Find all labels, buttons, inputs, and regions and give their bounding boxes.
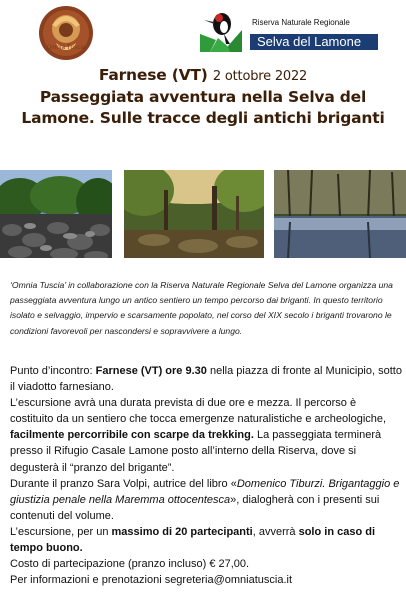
meeting-place-time: Farnese (VT) ore 9.30 <box>95 365 207 377</box>
lunch-intro: Durante il pranzo Sara Volpi, autrice del libro « <box>10 477 237 490</box>
book-title: Domenico Tiburzi. Brigantaggio e giustizia penale nella Maremma ottocentesca <box>10 477 400 506</box>
contact-line: Per informazioni e prenotazioni segreteria@omniatuscia.it <box>10 574 293 587</box>
reserve-subtitle: Riserva Naturale Regionale <box>252 18 350 27</box>
route-difficulty: facilmente percorribile con scarpe da trekking. <box>10 429 254 442</box>
selva-del-lamone-logo <box>200 10 378 52</box>
lunch-rest: », dialogherà con i presenti sui contenuti del volume. <box>10 493 380 522</box>
route-description <box>10 395 402 475</box>
details-section <box>10 363 402 588</box>
reserve-name: Selva del Lamone <box>257 34 362 49</box>
route-end: La passeggiata terminerà presso il Rifugio Casale Lamone posto all’interno della Riserva, dove si degusterà il “pranzo del brigante”. <box>10 429 382 474</box>
lunch-description <box>10 476 402 524</box>
limit-mid: , avverrà <box>252 525 299 538</box>
intro-text: ‘Omnia Tuscia’ in collaborazione con la Riserva Naturale Regionale Selva del Lamone organizza una passeggiata avventura lungo un antico sentiero un tempo percorso dai briganti. In questo territorio isolato e selvaggio, impervio e scarsamente popolato, nel corso del XIX secolo i briganti trovarono le condizioni favorevoli per nascondersi e sopravvivere a lungo. <box>10 280 393 336</box>
omnia-tuscia-emblem-icon <box>38 5 94 61</box>
meeting-label: Punto d’incontro: <box>10 365 96 377</box>
intro-paragraph <box>10 278 402 339</box>
limit-max: massimo di 20 partecipanti <box>111 525 253 538</box>
meeting-location: nella piazza di fronte al Municipio, sotto il viadotto farnesiano. <box>10 365 402 394</box>
omnia-logo-text: Omnia Tuscia <box>46 45 86 51</box>
cost-line: Costo di partecipazione (pranzo incluso) € 27,00. <box>10 558 250 571</box>
photo-pond <box>274 170 406 258</box>
title-line-3: Lamone. Sulle tracce degli antichi briganti <box>21 109 385 127</box>
limit-intro: L’escursione, per un <box>10 525 112 538</box>
route-intro: L’escursione avrà una durata prevista di due ore e mezza. Il percorso è costituito da un sentiero che tocca emergenze naturalistiche e archeologiche, <box>10 397 387 426</box>
limit-weather: solo in caso di tempo buono. <box>10 525 375 555</box>
title-line-1 <box>0 66 406 84</box>
meeting-point <box>10 363 402 395</box>
title-date: 2 ottobre 2022 <box>212 69 308 84</box>
participants-limit <box>10 524 402 556</box>
title-line-2: Passeggiata avventura nella Selva del <box>39 88 367 106</box>
woodpecker-icon <box>200 10 242 52</box>
photo-forest-path <box>124 170 264 258</box>
title-place: Farnese (VT) <box>98 66 208 84</box>
photo-lava-rocks <box>0 170 112 258</box>
